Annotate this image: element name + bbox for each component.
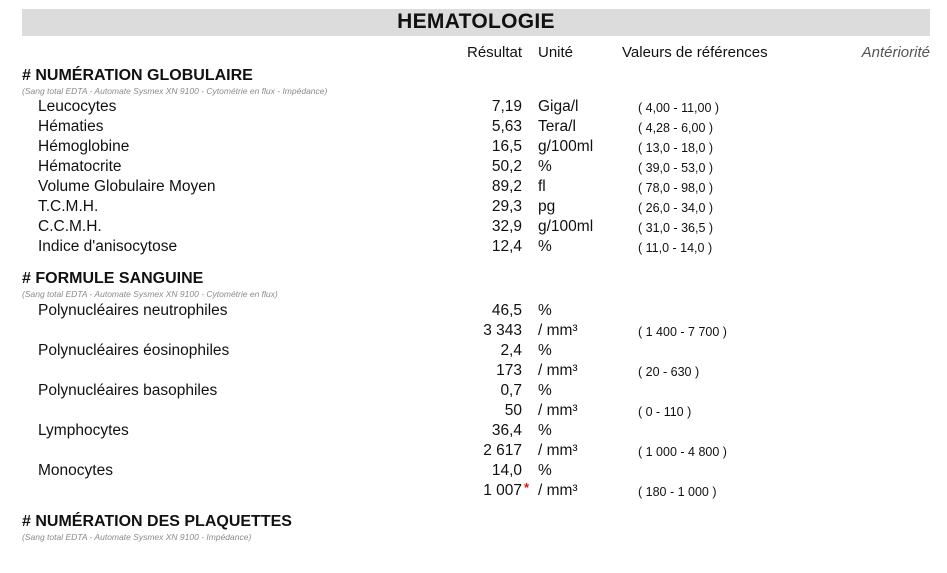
table-row: [0, 98, 947, 118]
header-reference: Valeurs de références: [622, 44, 768, 61]
section-title-numeration-plaquettes: # NUMÉRATION DES PLAQUETTES: [22, 513, 292, 530]
test-reference: ( 78,0 - 98,0 ): [638, 181, 714, 195]
table-row: [0, 462, 947, 482]
test-value: 1 007: [483, 482, 522, 499]
test-unit: %: [538, 422, 552, 439]
section-banner: [22, 9, 930, 36]
test-unit: %: [538, 382, 552, 399]
section-title-formule-sanguine: # FORMULE SANGUINE: [22, 270, 204, 287]
test-reference: ( 31,0 - 36,5 ): [638, 221, 714, 235]
test-reference: ( 26,0 - 34,0 ): [638, 201, 714, 215]
header-previous: Antériorité: [861, 44, 930, 61]
test-unit: g/100ml: [538, 218, 594, 235]
test-name: Volume Globulaire Moyen: [38, 178, 216, 195]
table-row: [0, 302, 947, 322]
test-value: 89,2: [491, 178, 522, 195]
table-row: [0, 482, 947, 502]
table-row: [0, 322, 947, 342]
test-value: 7,19: [491, 98, 522, 115]
test-reference: ( 4,28 - 6,00 ): [638, 121, 714, 135]
abnormal-flag: *: [524, 480, 530, 495]
test-unit: fl: [538, 178, 546, 195]
test-name: T.C.M.H.: [38, 198, 99, 215]
test-value: 36,4: [491, 422, 522, 439]
test-unit: %: [538, 158, 552, 175]
test-unit: %: [538, 342, 552, 359]
test-unit: Giga/l: [538, 98, 579, 115]
test-reference: ( 13,0 - 18,0 ): [638, 141, 714, 155]
table-row: [0, 198, 947, 218]
test-value: 5,63: [491, 118, 522, 135]
test-value: 29,3: [491, 198, 522, 215]
test-name: Hémoglobine: [38, 138, 130, 155]
test-reference: ( 1 000 - 4 800 ): [638, 445, 727, 459]
test-reference: ( 4,00 - 11,00 ): [638, 101, 720, 115]
test-value: 46,5: [491, 302, 522, 319]
section-subtitle: (Sang total EDTA - Automate Sysmex XN 9100 - Cytométrie en flux): [22, 289, 278, 299]
test-name: Indice d'anisocytose: [38, 238, 178, 255]
test-value: 3 343: [483, 322, 522, 339]
table-row: [0, 422, 947, 442]
section-subtitle: (Sang total EDTA - Automate Sysmex XN 9100 - Cytométrie en flux - Impédance): [22, 86, 328, 96]
header-result: Résultat: [467, 44, 523, 61]
test-value: 50,2: [491, 158, 522, 175]
test-reference: ( 20 - 630 ): [638, 365, 700, 379]
test-reference: ( 1 400 - 7 700 ): [638, 325, 727, 339]
test-name: Monocytes: [38, 462, 113, 479]
section-subtitle: (Sang total EDTA - Automate Sysmex XN 9100 - Impédance): [22, 532, 252, 542]
test-value: 0,7: [500, 382, 522, 399]
test-name: Hématies: [38, 118, 104, 135]
test-reference: ( 39,0 - 53,0 ): [638, 161, 714, 175]
table-row: [0, 402, 947, 422]
test-name: Polynucléaires éosinophiles: [38, 342, 230, 359]
test-unit: / mm³: [538, 442, 578, 459]
test-value: 2 617: [483, 442, 522, 459]
test-unit: Tera/l: [538, 118, 576, 135]
table-row: [0, 158, 947, 178]
test-value: 32,9: [491, 218, 522, 235]
table-row: [0, 138, 947, 158]
test-unit: g/100ml: [538, 138, 594, 155]
test-unit: / mm³: [538, 402, 578, 419]
table-row: [0, 382, 947, 402]
test-value: 2,4: [500, 342, 522, 359]
test-reference: ( 180 - 1 000 ): [638, 485, 717, 499]
test-value: 50: [504, 402, 522, 419]
test-unit: %: [538, 462, 552, 479]
test-value: 173: [496, 362, 522, 379]
table-row: [0, 362, 947, 382]
table-row: [0, 238, 947, 258]
test-reference: ( 11,0 - 14,0 ): [638, 241, 713, 255]
test-value: 16,5: [491, 138, 522, 155]
test-unit: / mm³: [538, 322, 578, 339]
table-row: [0, 178, 947, 198]
test-unit: / mm³: [538, 362, 578, 379]
test-unit: pg: [538, 198, 556, 215]
test-unit: %: [538, 238, 552, 255]
test-name: Leucocytes: [38, 98, 117, 115]
test-reference: ( 0 - 110 ): [638, 405, 692, 419]
test-name: Polynucléaires neutrophiles: [38, 302, 228, 319]
table-row: [0, 442, 947, 462]
table-row: [0, 118, 947, 138]
section-title-numeration-globulaire: # NUMÉRATION GLOBULAIRE: [22, 67, 253, 84]
test-value: 12,4: [491, 238, 522, 255]
test-unit: %: [538, 302, 552, 319]
test-name: Hématocrite: [38, 158, 122, 175]
table-row: [0, 342, 947, 362]
test-name: Lymphocytes: [38, 422, 129, 439]
test-value: 14,0: [491, 462, 522, 479]
report-title: HEMATOLOGIE: [397, 10, 555, 33]
header-unit: Unité: [538, 44, 574, 61]
test-name: Polynucléaires basophiles: [38, 382, 218, 399]
test-name: C.C.M.H.: [38, 218, 102, 235]
test-unit: / mm³: [538, 482, 578, 499]
table-row: [0, 218, 947, 238]
